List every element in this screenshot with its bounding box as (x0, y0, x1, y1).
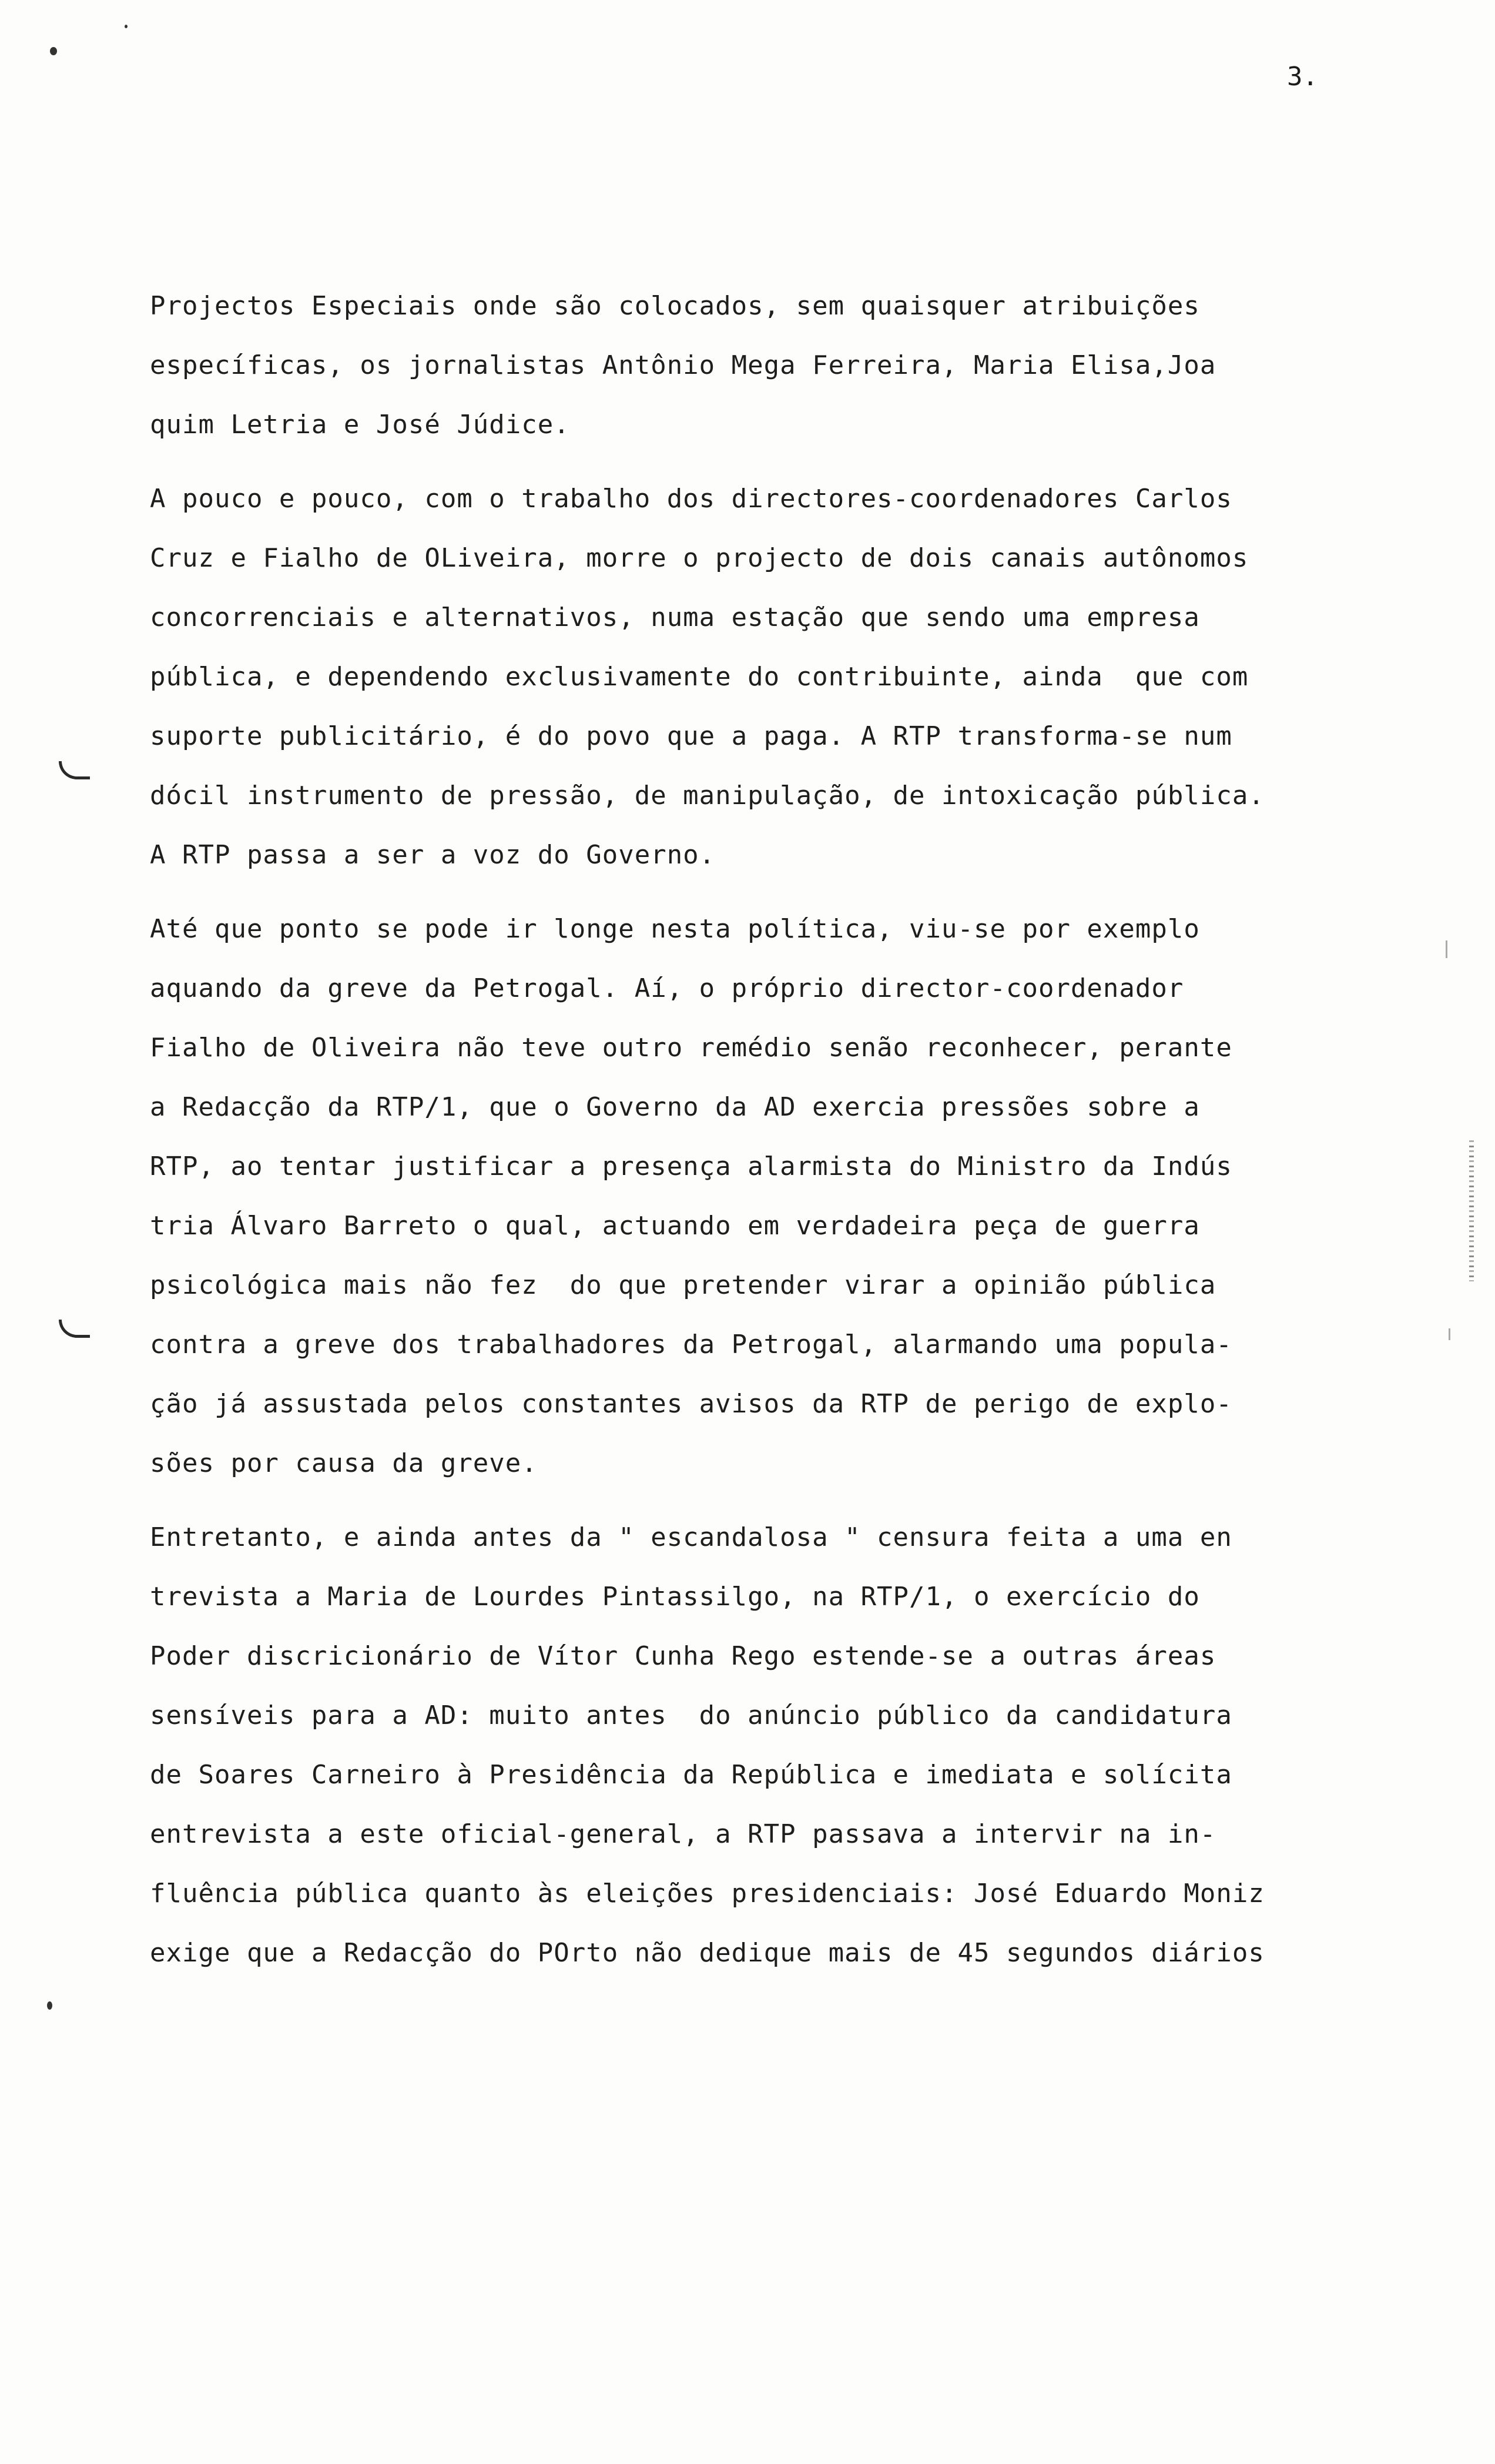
text-line: pública, e dependendo exclusivamente do contribuinte, ainda que com (150, 662, 1249, 692)
text-line: exige que a Redacção do POrto não dedique mais de 45 segundos diários (150, 1938, 1265, 1968)
text-line: específicas, os jornalistas Antônio Mega Ferreira, Maria Elisa,Joa (150, 350, 1216, 380)
scan-noise (1449, 1328, 1450, 1340)
text-line: trevista a Maria de Lourdes Pintassilgo, na RTP/1, o exercício do (150, 1582, 1200, 1612)
paragraph-1 (150, 276, 1396, 454)
text-line: fluência pública quanto às eleições presidenciais: José Eduardo Moniz (150, 1879, 1265, 1909)
paragraph-3 (150, 899, 1396, 1493)
document-body (150, 276, 1396, 1997)
text-line: concorrenciais e alternativos, numa estação que sendo uma empresa (150, 602, 1200, 632)
scan-speck (47, 2001, 52, 2010)
text-line: Projectos Especiais onde são colocados, sem quaisquer atribuições (150, 291, 1200, 321)
text-line: psicológica mais não fez do que pretender virar a opinião pública (150, 1270, 1216, 1300)
text-line: Fialho de Oliveira não teve outro remédio senão reconhecer, perante (150, 1033, 1232, 1063)
text-line: entrevista a este oficial-general, a RTP passava a intervir na in- (150, 1819, 1216, 1849)
text-line: de Soares Carneiro à Presidência da República e imediata e solícita (150, 1760, 1232, 1790)
text-line: sensíveis para a AD: muito antes do anúncio público da candidatura (150, 1700, 1232, 1730)
text-line: suporte publicitário, é do povo que a paga. A RTP transforma-se num (150, 721, 1232, 751)
text-line: A pouco e pouco, com o trabalho dos directores-coordenadores Carlos (150, 484, 1232, 514)
text-line: Até que ponto se pode ir longe nesta política, viu-se por exemplo (150, 914, 1200, 944)
text-line: Poder discricionário de Vítor Cunha Rego estende-se a outras áreas (150, 1641, 1216, 1671)
text-line: contra a greve dos trabalhadores da Petrogal, alarmando uma popula- (150, 1330, 1232, 1360)
text-line: a Redacção da RTP/1, que o Governo da AD exercia pressões sobre a (150, 1092, 1200, 1122)
text-line: A RTP passa a ser a voz do Governo. (150, 840, 716, 870)
text-line: sões por causa da greve. (150, 1448, 538, 1478)
scan-noise (1469, 1140, 1474, 1281)
text-line: aquando da greve da Petrogal. Aí, o próprio director-coordenador (150, 973, 1184, 1003)
margin-mark (59, 761, 90, 779)
scan-speck (125, 25, 128, 28)
page-number: 3. (1287, 62, 1318, 92)
text-line: dócil instrumento de pressão, de manipulação, de intoxicação pública. (150, 781, 1265, 811)
scan-speck (50, 47, 57, 55)
text-line: Entretanto, e ainda antes da " escandalosa " censura feita a uma en (150, 1522, 1232, 1552)
margin-mark (59, 1320, 90, 1338)
text-line: Cruz e Fialho de OLiveira, morre o projecto de dois canais autônomos (150, 543, 1249, 573)
text-line: RTP, ao tentar justificar a presença alarmista do Ministro da Indús (150, 1151, 1232, 1181)
paragraph-4 (150, 1508, 1396, 1983)
paragraph-2 (150, 469, 1396, 885)
text-line: tria Álvaro Barreto o qual, actuando em verdadeira peça de guerra (150, 1211, 1200, 1241)
scan-noise (1446, 940, 1447, 958)
text-line: ção já assustada pelos constantes avisos da RTP de perigo de explo- (150, 1389, 1232, 1419)
text-line: quim Letria e José Júdice. (150, 410, 570, 440)
